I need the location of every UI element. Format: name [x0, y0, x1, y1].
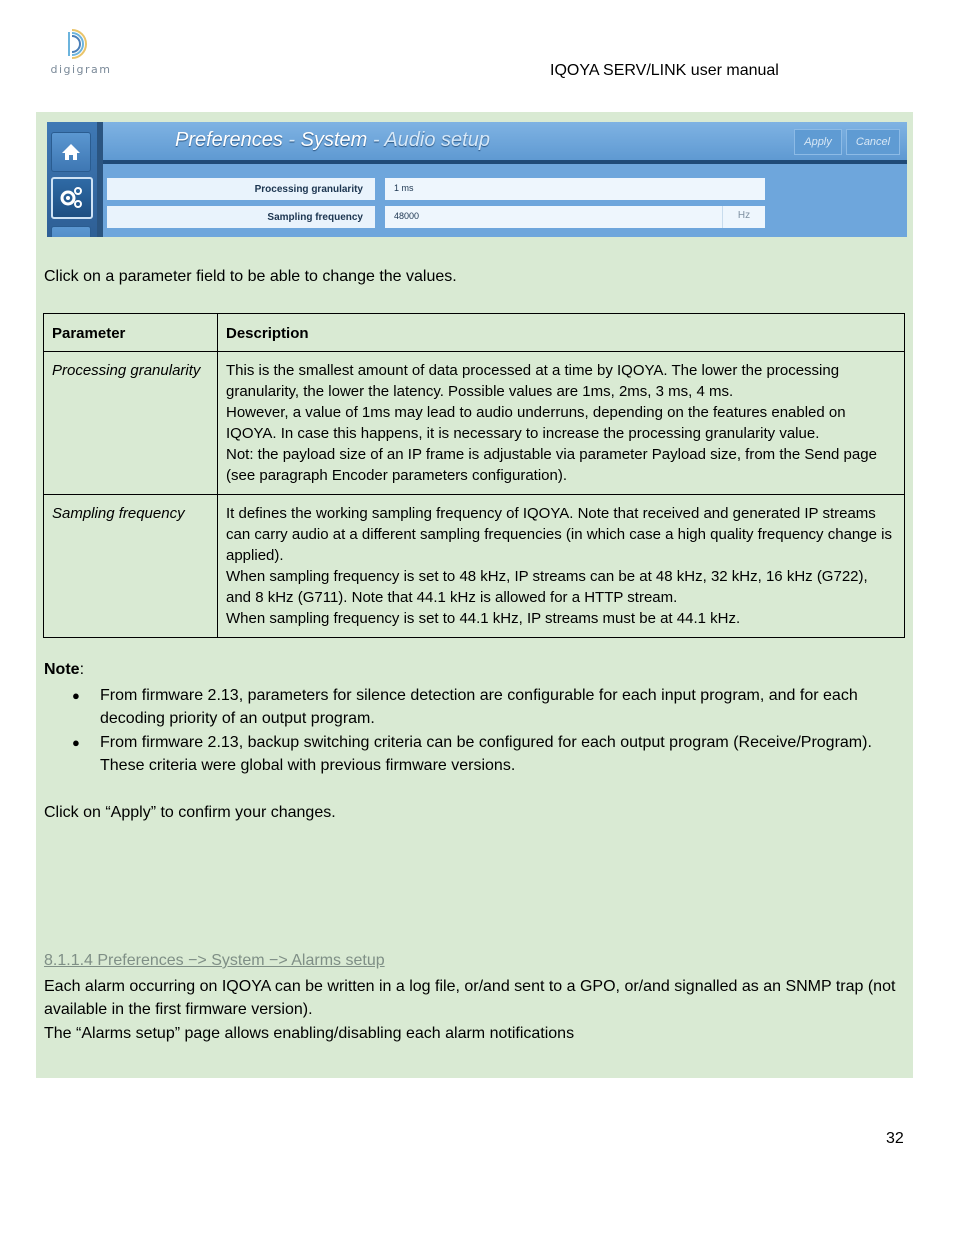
description-line: This is the smallest amount of data processed at a time by IQOYA. The lower the processing granularity, the lower the latency. Possible values are 1ms, 2ms, 3 ms, 4 ms.: [226, 362, 840, 400]
list-item: ● From firmware 2.13, backup switching criteria can be configured for each output program (Receive/Program). These criteria were global with previous firmware versions.: [44, 731, 884, 777]
description-line: However, a value of 1ms may lead to audio underruns, depending on the features enabled on IQOYA. In case this happens, it is necessary to increase the processing granularity value.: [226, 404, 846, 442]
sampling-frequency-label: Sampling frequency: [107, 206, 375, 228]
table-row: [44, 495, 905, 638]
sampling-frequency-field[interactable]: [385, 206, 765, 228]
sampling-frequency-unit: Hz: [722, 206, 765, 228]
table-header-description: Description: [218, 314, 905, 352]
parameter-description: [218, 352, 905, 495]
screenshot-topbar: [103, 122, 907, 162]
status-button[interactable]: [51, 226, 91, 237]
section-heading-link[interactable]: 8.1.1.4 Preferences −> System −> Alarms setup: [44, 952, 385, 969]
parameter-description: [218, 495, 905, 638]
page-number: 32: [886, 1130, 904, 1147]
note-list: [44, 684, 884, 778]
parameter-name: Processing granularity: [44, 352, 218, 495]
gears-icon: [53, 179, 89, 215]
table-header-row: [44, 314, 905, 352]
document-title: IQOYA SERV/LINK user manual: [550, 62, 779, 79]
digigram-logo: [50, 26, 112, 78]
description-line: When sampling frequency is set to 44.1 kHz, IP streams must be at 44.1 kHz.: [226, 610, 741, 627]
apply-instruction: Click on “Apply” to confirm your changes.: [44, 804, 336, 821]
description-line: It defines the working sampling frequency of IQOYA. Note that received and generated IP streams can carry audio at a different sampling frequencies (in which case a high quality frequency change is applied).: [226, 505, 892, 564]
alarms-description: Each alarm occurring on IQOYA can be written in a log file, or/and sent to a GPO, or/and signalled as an SNMP trap (not available in the first firmware version).: [44, 978, 896, 1018]
sidebar: [47, 122, 97, 237]
parameter-name: Sampling frequency: [44, 495, 218, 638]
processing-granularity-field[interactable]: [385, 178, 765, 200]
sampling-frequency-value: 48000: [394, 211, 420, 221]
processing-granularity-value: 1 ms: [394, 183, 414, 193]
table-row: [44, 352, 905, 495]
screenshot-title: Preferences - System - Audio setup: [175, 129, 490, 151]
home-icon: [52, 133, 90, 171]
note-heading: Note:: [44, 661, 85, 678]
table-header-parameter: Parameter: [44, 314, 218, 352]
description-line: Not: the payload size of an IP frame is adjustable via parameter Payload size, from the Send page (see paragraph Encoder parameters configuration).: [226, 446, 877, 484]
processing-granularity-label: Processing granularity: [107, 178, 375, 200]
apply-button[interactable]: Apply: [794, 129, 842, 155]
description-line: When sampling frequency is set to 48 kHz, IP streams can be at 48 kHz, 32 kHz, 16 kHz (G722), and 8 kHz (G711). Note that 44.1 kHz is allowed for a HTTP stream.: [226, 568, 868, 606]
settings-button[interactable]: [51, 177, 93, 219]
parameter-table: [43, 313, 905, 638]
logo-text: digigram: [50, 63, 112, 76]
cancel-button[interactable]: Cancel: [846, 129, 900, 155]
intro-text: Click on a parameter field to be able to change the values.: [44, 268, 457, 285]
digigram-logo-icon: [50, 26, 112, 62]
audio-setup-screenshot: [47, 122, 907, 237]
list-item: ● From firmware 2.13, parameters for silence detection are configurable for each input program, and for each decoding priority of an output program.: [44, 684, 884, 730]
alarms-description-2: The “Alarms setup” page allows enabling/disabling each alarm notifications: [44, 1025, 575, 1042]
home-button[interactable]: [51, 132, 91, 172]
